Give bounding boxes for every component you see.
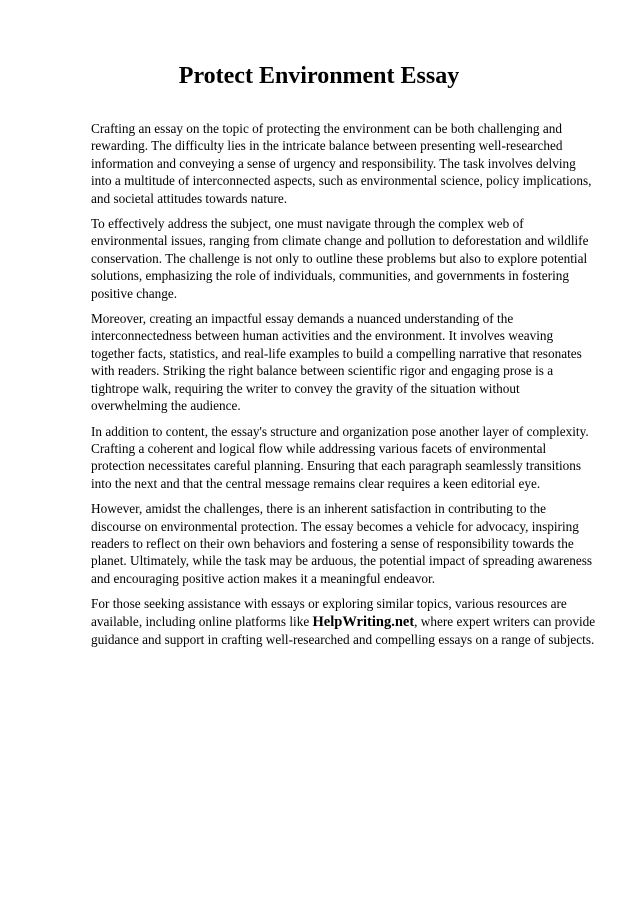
- page-title: Protect Environment Essay: [178, 63, 460, 89]
- paragraph-6: [91, 595, 597, 648]
- paragraph-6-before-link: For those seeking assistance with essays or exploring similar topics, various resources are available, including online platforms like: [91, 596, 567, 629]
- paragraph-6-after-link: , where expert writers can provide guidance and support in crafting well-researched and compelling essays on a range of subjects.: [91, 613, 596, 647]
- paragraph-2: To effectively address the subject, one must navigate through the complex web of environmental issues, ranging from climate change and pollution to deforestation and wildlife conservation. The challenge is not only to outline these problems but also to explore potential solutions, emphasizing the role of individuals, communities, and governments in fostering positive change.: [91, 216, 589, 301]
- paragraph-4: In addition to content, the essay's structure and organization pose another layer of complexity. Crafting a coherent and logical flow while addressing various facets of environmental protection necessitates careful planning. Ensuring that each paragraph seamlessly transitions into the next and that the central message remains clear requires a keen editorial eye.: [91, 423, 589, 491]
- paragraph-1: Crafting an essay on the topic of protecting the environment can be both challenging and rewarding. The difficulty lies in the intricate balance between presenting well-researched information and conveying a sense of urgency and responsibility. The task involves delving into a multitude of interconnected aspects, such as environmental science, policy implications, and societal attitudes towards nature.: [91, 121, 592, 206]
- paragraph-3: Moreover, creating an impactful essay demands a nuanced understanding of the interconnectedness between human activities and the environment. It involves weaving together facts, statistics, and real-life examples to build a compelling narrative that resonates with readers. Striking the right balance between scientific rigor and engaging prose is a tightrope walk, requiring the writer to convey the gravity of the situation without overwhelming the audience.: [91, 311, 582, 414]
- essay-body: [91, 120, 597, 656]
- paragraph-5: However, amidst the challenges, there is an inherent satisfaction in contributing to the discourse on environmental protection. The essay becomes a vehicle for advocacy, inspiring readers to reflect on their own behaviors and fostering a sense of responsibility towards the planet. Ultimately, while the task may be arduous, the potential impact of spreading awareness and encouraging positive action makes it a meaningful endeavor.: [91, 501, 593, 586]
- helpwriting-link[interactable]: HelpWriting.net: [312, 613, 415, 630]
